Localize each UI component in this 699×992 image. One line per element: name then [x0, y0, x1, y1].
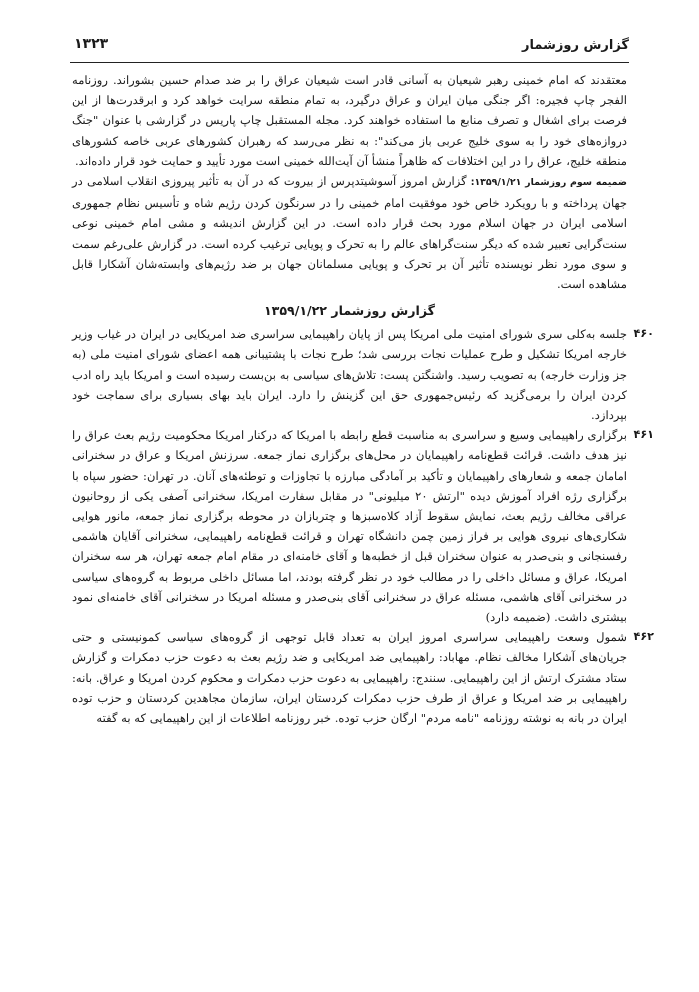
annex-label: ضمیمه سوم روزشمار ۱۳۵۹/۱/۲۱:	[470, 177, 627, 189]
annex-paragraph	[72, 171, 627, 294]
entry-number: ۴۶۲	[633, 630, 654, 644]
header-divider	[70, 62, 629, 63]
entry-item	[72, 324, 654, 425]
entry-number: ۴۶۱	[633, 428, 654, 442]
entry-number: ۴۶۰	[633, 327, 654, 341]
entry-item	[72, 425, 654, 627]
running-header-title: گزارش روزشمار	[522, 38, 629, 53]
intro-paragraph: معتقدند که امام خمینی رهبر شیعیان به آسانی قادر است شیعیان عراق را بر ضد صدام حسین بشوراند. روزنامه الفجر چاپ فجیره: اگر جنگی میان ایران و عراق درگیرد، به تمام منطقه سرایت خواهد کرد و ابرقدرت‌ها از این فرصت برای اشغال و تصرف منابع ما استفاده خواهند کرد. مجله المستقبل چاپ پاریس در گزارشی با عنوان "جنگ دروازه‌های خود را به سوی خلیج عربی باز می‌کند": به نظر می‌رسد که رهبران کشورهای عربی خاصه کشورهای منطقه خلیج، عراق را در این اختلافات که ظاهراً منشأ آن آیت‌الله خمینی است مورد تأیید و حمایت خود قرار داده‌اند.	[72, 73, 627, 168]
entry-item	[72, 627, 654, 728]
section-title: گزارش روزشمار ۱۳۵۹/۱/۲۲	[263, 303, 436, 319]
page-number: ۱۳۲۳	[74, 36, 109, 52]
annex-text: گزارش امروز آسوشیتدپرس از بیروت که در آن به تأثیر پیروزی انقلاب اسلامی در جهان پرداخته و با رویکرد خاص خود موفقیت امام خمینی را در سرنگون کردن رژیم شاه و تأسیس نظام جمهوری اسلامی ایران در جهان اسلام مورد بحث قرار داده است. در این گزارش اندیشه و مشی امام خمینی نوعی سنت‌گرایی تعبیر شده که دیگر سنت‌گراهای عالم را به تحرک و پویایی ترغیب کرده است. در گزارش علی‌رغم سمت و سوی مورد نظر نویسنده تأثیر آن بر تحرک و پویایی مسلمانان جهان بر ضد رژیم‌های وابسته‌شان آشکارا قابل مشاهده است.	[72, 174, 627, 292]
body-text	[72, 70, 654, 728]
entry-text: جلسه به‌کلی سری شورای امنیت ملی امریکا پس از پایان راهپیمایی سراسری ضد امریکایی در ایران در غیاب وزیر خارجه امریکا تشکیل و طرح عملیات نجات بررسی شد؛ طرح نجات با پشتیبانی همه اعضای شورای امنیت ملی (به جز وزارت خارجه) به تصویب رسید. واشنگتن پست: تلاش‌های سیاسی به بن‌بست رسیده است و امریکا باید راه ادب کردن ایران را برمی‌گزید که رئیس‌جمهوری حق این گزینش را دارد. ایران باید بهای بسیاری برای سماجت خود بپردازد.	[72, 327, 627, 423]
entry-text: شمول وسعت راهپیمایی سراسری امروز ایران به تعداد قابل توجهی از گروه‌های سیاسی کمونیستی و حتی جریان‌های آشکارا مخالف نظام. مهاباد: راهپیمایی ضد امریکایی و ضد رژیم بعث به دعوت حزب دمکرات و گزارش ستاد مشترک ارتش از این راهپیمایی. سنندج: راهپیمایی به دعوت حزب دمکرات و محکوم کردن امریکا و عراق. بانه: راهپیمایی بر ضد امریکا و عراق از طرف حزب دمکرات کردستان ایران، سازمان مجاهدین کردستان و حزب توده ایران در بانه به نوشته روزنامه "نامه مردم" ارگان حزب توده. خبر روزنامه اطلاعات از این راهپیمایی که به گفته	[72, 630, 627, 726]
entry-text: برگزاری راهپیمایی وسیع و سراسری به مناسبت قطع رابطه با امریکا که درکنار امریکا محکومیت رژیم بعث عراق را نیز هدف داشت. قرائت قطع‌نامه راهپیمایان در محل‌های برگزاری نماز جمعه. سرزنش امریکا و عراق در سخنرانی امامان جمعه و شعارهای راهپیمایان و تأکید بر آمادگی مبارزه با تجاوزات و توطئه‌های آنان. در تهران: حضور سپاه با برگزاری رژه افراد آموزش دیده "ارتش ۲۰ میلیونی" در مقابل سفارت امریکا، سخنرانی آصفی یکی از روحانیون عراقی مخالف رژیم بعث، نمایش سقوط آزاد کلاه‌سبزها و چتربازان در محوطه برگزاری نماز جمعه، مانور هوایی شکاری‌های نیروی هوایی بر فراز زمین چمن دانشگاه تهران و قرائت قطع‌نامه راهپیمایی، سخنرانی آقایان هاشمی رفسنجانی و بنی‌صدر به عنوان سخنران قبل از خطبه‌ها و آقای خامنه‌ای در مقام امام جمعه تهران، هر سه سخنران امریکا، عراق و مسائل داخلی را در مطالب خود در نظر گرفته بودند، اما مسائل داخلی مربوط به گروه‌های سیاسی در سخنرانی آقای هاشمی، مسئله عراق در سخنرانی آقای بنی‌صدر و مسئله امریکا در سخنرانی آقای خامنه‌ای نمود بیشتری داشت. (ضمیمه دارد)	[72, 428, 627, 625]
